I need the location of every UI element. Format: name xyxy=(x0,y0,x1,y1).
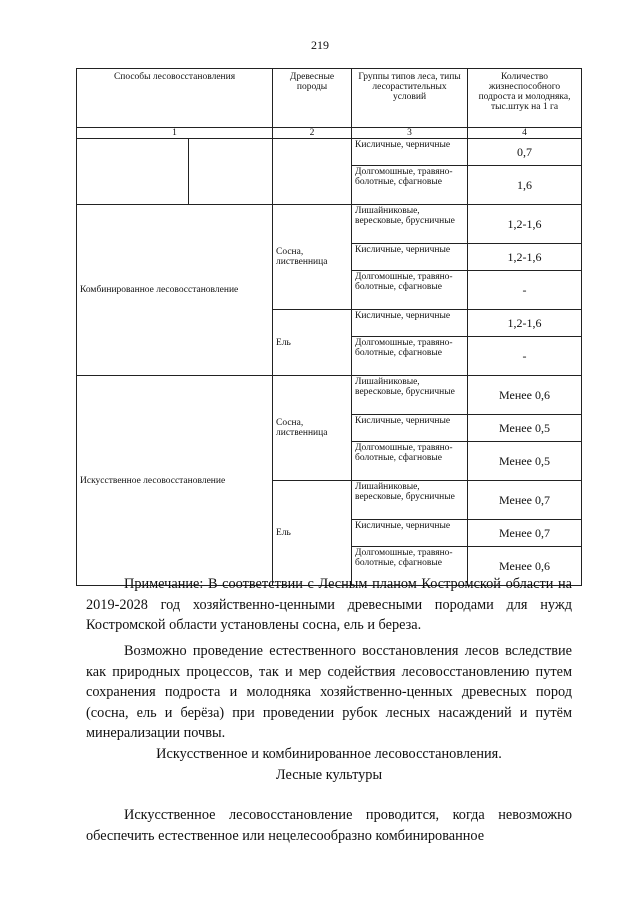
group-cell: Долгомошные, травяно-болотные, сфагновые xyxy=(352,547,468,586)
section-heading-line1: Искусственное и комбинированное лесовосстановления. xyxy=(156,746,502,762)
species-artificial-spruce: Ель xyxy=(273,481,352,586)
value-cell: Менее 0,6 xyxy=(468,376,582,415)
value-cell: Менее 0,5 xyxy=(468,415,582,442)
table-row xyxy=(77,139,582,166)
group-cell: Долгомошные, травяно-болотные, сфагновые xyxy=(352,166,468,205)
table-row xyxy=(77,376,582,415)
method-artificial: Искусственное лесовосстановление xyxy=(77,376,273,586)
group-cell: Лишайниковые, вересковые, брусничные xyxy=(352,481,468,520)
page-number: 219 xyxy=(311,38,329,52)
value-cell: 0,7 xyxy=(468,139,582,166)
natural-reforestation-paragraph: Возможно проведение естественного восстановления лесов вследствие как природных процессов, так и мер содействия лесовосстановлению путем сохранения подроста и молодняка хозяйственно-ценных древесных пород (сосна, ель и берёза) при проведении рубок лесных насаждений и путём минерализации почвы. xyxy=(86,643,572,741)
col-index-3: 3 xyxy=(352,128,468,139)
group-cell: Кисличные, черничные xyxy=(352,415,468,442)
group-cell: Лишайниковые, вересковые, брусничные xyxy=(352,205,468,244)
value-cell: Менее 0,6 xyxy=(468,547,582,586)
method-combined: Комбинированное лесовосстановление xyxy=(77,205,273,376)
group-cell: Кисличные, черничные xyxy=(352,244,468,271)
value-cell: Менее 0,5 xyxy=(468,442,582,481)
group-cell: Долгомошные, травяно-болотные, сфагновые xyxy=(352,337,468,376)
artificial-reforestation-paragraph: Искусственное лесовосстановление проводится, когда невозможно обеспечить естественное или нецелесообразно комбинированное xyxy=(86,807,572,844)
species-artificial-pine: Сосна, лиственница xyxy=(273,376,352,481)
table-header-row xyxy=(77,69,582,128)
group-cell: Долгомошные, травяно-болотные, сфагновые xyxy=(352,271,468,310)
value-cell: 1,2-1,6 xyxy=(468,310,582,337)
header-groups: Группы типов леса, типы лесорастительных условий xyxy=(352,69,468,128)
col-index-2: 2 xyxy=(273,128,352,139)
table-row xyxy=(77,205,582,244)
group-cell: Кисличные, черничные xyxy=(352,520,468,547)
value-cell: 1,2-1,6 xyxy=(468,205,582,244)
header-method: Способы лесовосстановления xyxy=(77,69,273,128)
group-cell: Кисличные, черничные xyxy=(352,310,468,337)
col-index-4: 4 xyxy=(468,128,582,139)
value-cell: 1,6 xyxy=(468,166,582,205)
group-cell: Долгомошные, травяно-болотные, сфагновые xyxy=(352,442,468,481)
empty-cell xyxy=(273,139,352,205)
empty-cell xyxy=(189,139,273,205)
header-quantity: Количество жизнеспособного подроста и молодняка, тыс.штук на 1 га xyxy=(468,69,582,128)
section-heading-line2: Лесные культуры xyxy=(275,767,383,783)
value-cell: Менее 0,7 xyxy=(468,520,582,547)
header-species: Древесные породы xyxy=(273,69,352,128)
value-cell: Менее 0,7 xyxy=(468,481,582,520)
group-cell: Лишайниковые, вересковые, брусничные xyxy=(352,376,468,415)
value-cell: 1,2-1,6 xyxy=(468,244,582,271)
note-paragraph: Примечание: В соответствии с Лесным планом Костромской области на 2019-2028 год хозяйственно-ценными древесными породами для нужд Костромской области установлены сосна, ель и береза. xyxy=(86,576,572,633)
species-combined-pine: Сосна, лиственница xyxy=(273,205,352,310)
reforestation-table xyxy=(76,68,582,586)
empty-cell xyxy=(77,139,189,205)
value-cell: - xyxy=(468,271,582,310)
col-index-1: 1 xyxy=(77,128,273,139)
group-cell: Кисличные, черничные xyxy=(352,139,468,166)
value-cell: - xyxy=(468,337,582,376)
species-combined-spruce: Ель xyxy=(273,310,352,376)
table-index-row xyxy=(77,128,582,139)
